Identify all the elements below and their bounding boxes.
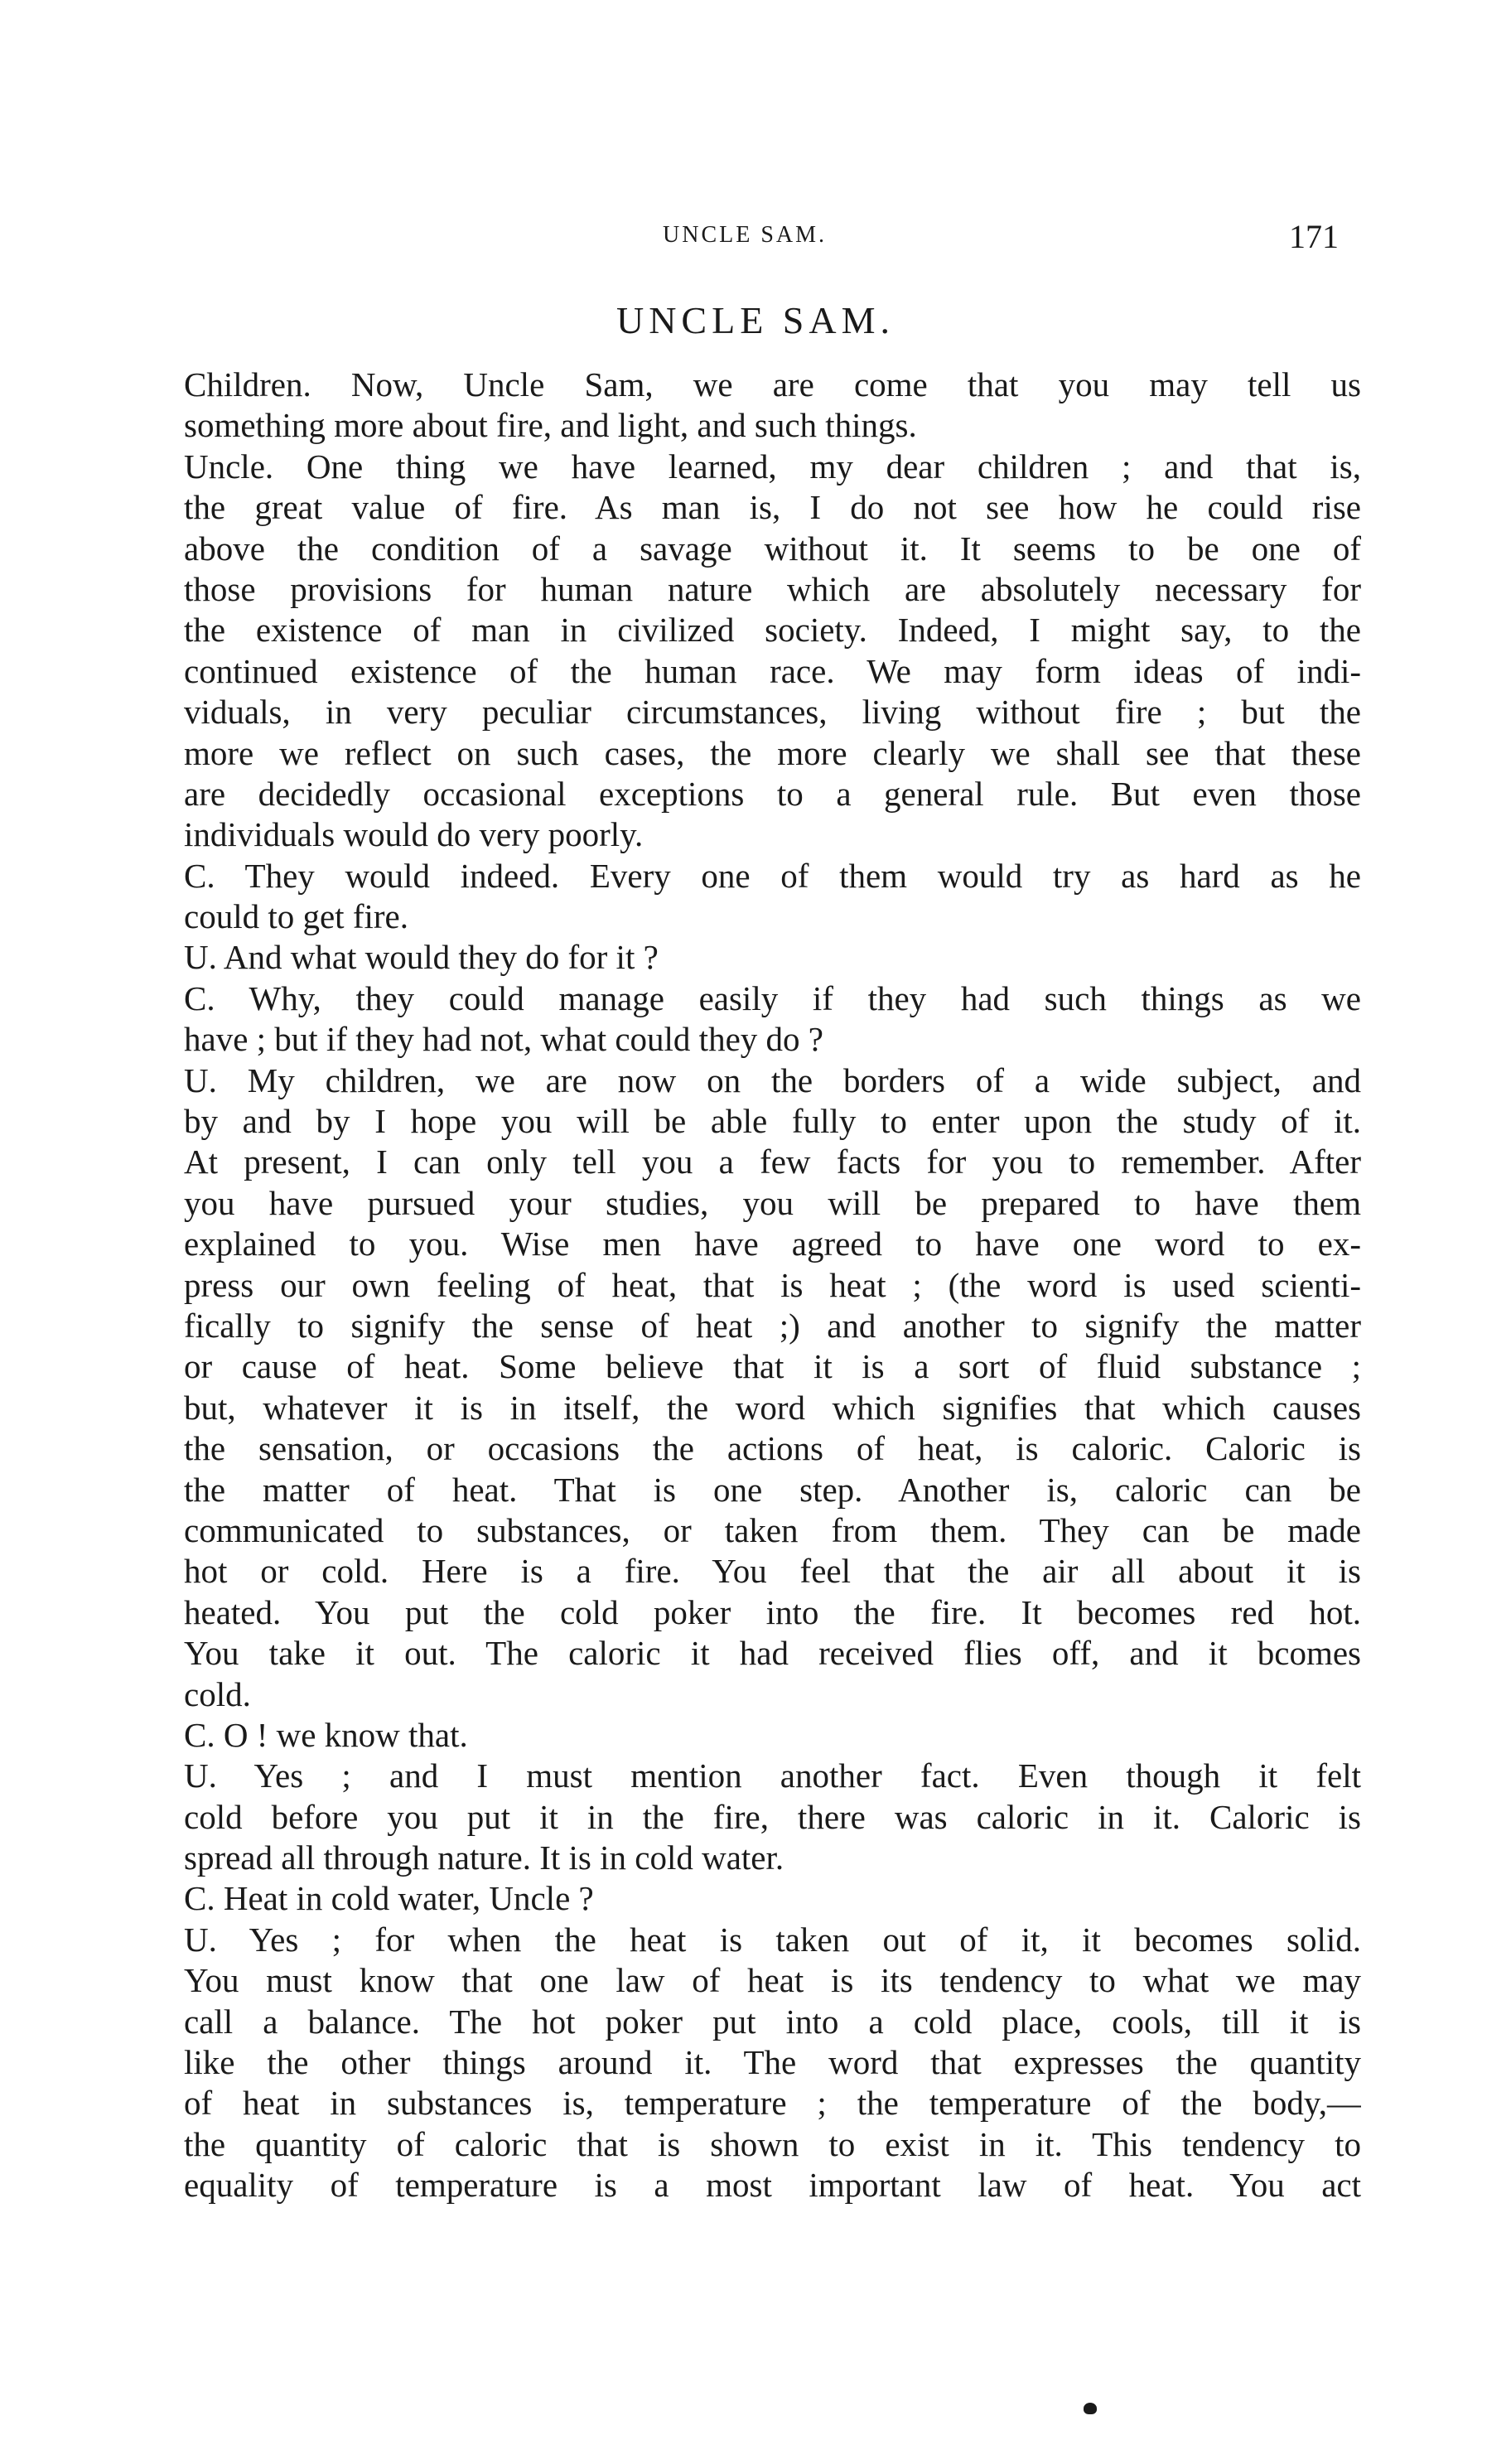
- text-line: of heat in substances is, temperature ; the temperature of the body,—: [184, 2084, 1361, 2123]
- text-line: the matter of heat. That is one step. Another is, caloric can be: [184, 1470, 1361, 1509]
- chapter-title: UNCLE SAM.: [616, 299, 895, 341]
- text-line: heated. You put the cold poker into the fire. It becomes red hot.: [184, 1592, 1361, 1631]
- printer-mark-ornament: [1084, 2403, 1097, 2414]
- text-line: viduals, in very peculiar circumstances, living without fire ; but the: [184, 693, 1361, 732]
- text-line: press our own feeling of heat, that is heat ; (the word is used scienti-: [184, 1265, 1361, 1304]
- text-line: call a balance. The hot poker put into a cold place, cools, till it is: [184, 2002, 1361, 2041]
- text-line: like the other things around it. The word that expresses the quantity: [184, 2043, 1361, 2082]
- text-line: or cause of heat. Some believe that it is a sort of fluid substance ;: [184, 1347, 1361, 1386]
- text-line: you have pursued your studies, you will be prepared to have them: [184, 1183, 1361, 1222]
- text-line: At present, I can only tell you a few facts for you to remember. After: [184, 1143, 1361, 1181]
- text-line: but, whatever it is in itself, the word which signifies that which causes: [184, 1388, 1361, 1427]
- text-line: U. And what would they do for it ?: [184, 938, 659, 977]
- text-line: U. Yes ; and I must mention another fact. Even though it felt: [184, 1756, 1361, 1795]
- text-line: the existence of man in civilized society. Indeed, I might say, to the: [184, 611, 1361, 650]
- running-head: UNCLE SAM.: [663, 222, 828, 248]
- text-line: U. My children, we are now on the borders of a wide subject, and: [184, 1060, 1361, 1099]
- text-line: C. O ! we know that.: [184, 1715, 468, 1754]
- text-line: by and by I hope you will be able fully to enter upon the study of it.: [184, 1102, 1361, 1141]
- text-line: fically to signify the sense of heat ;) and another to signify the matter: [184, 1306, 1361, 1345]
- text-line: cold before you put it in the fire, there was caloric in it. Caloric is: [184, 1797, 1361, 1836]
- text-line: the quantity of caloric that is shown to exist in it. This tendency to: [184, 2124, 1361, 2163]
- text-line: those provisions for human nature which are absolutely necessary for: [184, 569, 1361, 608]
- text-line: above the condition of a savage without it. It seems to be one of: [184, 529, 1361, 568]
- text-line: C. Why, they could manage easily if they had such things as we: [184, 978, 1361, 1017]
- text-line: continued existence of the human race. We may form ideas of indi-: [184, 651, 1361, 690]
- text-line: cold.: [184, 1674, 251, 1713]
- body-text: [184, 365, 1361, 2206]
- text-line: Children. Now, Uncle Sam, we are come that you may tell us: [184, 365, 1361, 403]
- text-line: have ; but if they had not, what could they do ?: [184, 1020, 823, 1059]
- text-line: equality of temperature is a most important law of heat. You act: [184, 2166, 1361, 2205]
- text-line: You take it out. The caloric it had received flies off, and it bcomes: [184, 1634, 1361, 1673]
- text-line: hot or cold. Here is a fire. You feel that the air all about it is: [184, 1552, 1361, 1591]
- text-line: more we reflect on such cases, the more clearly we shall see that these: [184, 733, 1361, 772]
- text-line: spread all through nature. It is in cold water.: [184, 1838, 784, 1877]
- text-line: something more about fire, and light, and such things.: [184, 406, 917, 445]
- text-line: could to get fire.: [184, 897, 408, 936]
- text-line: the great value of fire. As man is, I do not see how he could rise: [184, 488, 1361, 527]
- text-line: individuals would do very poorly.: [184, 815, 644, 854]
- text-line: are decidedly occasional exceptions to a general rule. But even those: [184, 774, 1361, 813]
- page-number: 171: [1289, 218, 1339, 255]
- text-line: explained to you. Wise men have agreed to have one word to ex-: [184, 1225, 1361, 1263]
- text-line: Uncle. One thing we have learned, my dear children ; and that is,: [184, 447, 1361, 486]
- text-line: C. They would indeed. Every one of them would try as hard as he: [184, 856, 1361, 895]
- text-line: U. Yes ; for when the heat is taken out of it, it becomes solid.: [184, 1920, 1361, 1959]
- text-line: communicated to substances, or taken from them. They can be made: [184, 1510, 1361, 1549]
- text-line: the sensation, or occasions the actions of heat, is caloric. Caloric is: [184, 1429, 1361, 1468]
- text-line: C. Heat in cold water, Uncle ?: [184, 1879, 594, 1918]
- text-line: You must know that one law of heat is its tendency to what we may: [184, 1961, 1361, 2000]
